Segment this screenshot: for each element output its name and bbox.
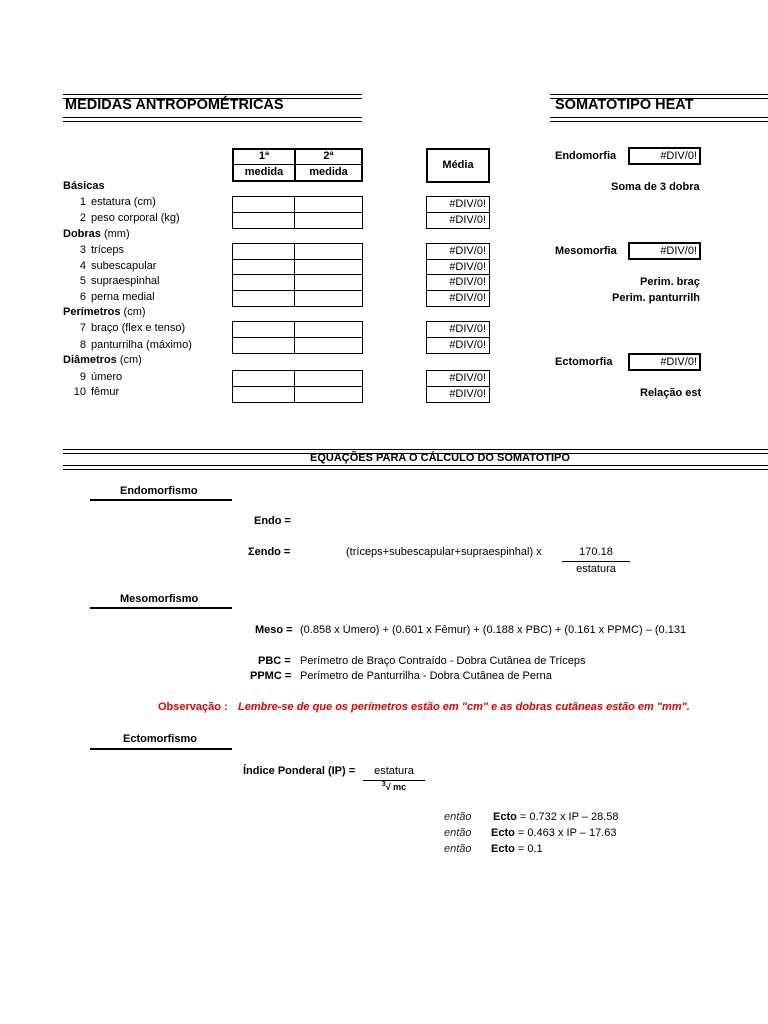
row-number: 5 [79, 275, 86, 287]
ectomorfismo-underline [90, 748, 232, 750]
row-label: supraespinhal [91, 275, 160, 287]
sum-endo-fraction-bar [562, 561, 630, 562]
pbc-description: Perímetro de Braço Contraído - Dobra Cutânea de Tríceps [300, 655, 586, 667]
row-label: estatura (cm) [91, 196, 156, 208]
media-value: #DIV/0! [449, 276, 486, 288]
ecto-formula [491, 843, 543, 855]
meso-expression: (0.858 x Úmero) + (0.601 x Fêmur) + (0.188 x PBC) + (0.161 x PPMC) – (0.131 [300, 624, 687, 636]
row-label: fêmur [91, 386, 120, 398]
ip-root-radicand: √ mc [385, 782, 407, 792]
input-2a-umero[interactable] [294, 370, 363, 387]
section-perimetros-label: Perímetros [63, 306, 121, 318]
row-label: tríceps [91, 244, 125, 256]
ppmc-description: Perímetro de Panturrilha - Dobra Cutânea de Perna [300, 670, 552, 682]
row-number: 1 [79, 196, 86, 208]
header-mid-rule [232, 164, 363, 165]
row-number: 3 [79, 244, 86, 256]
section-diametros-unit: (cm) [119, 354, 142, 366]
ectomorfismo-heading: Ectomorfismo [123, 733, 197, 745]
input-2a-supraespinhal[interactable] [294, 274, 363, 291]
ecto-formula [493, 811, 618, 823]
media-value: #DIV/0! [449, 388, 486, 400]
media-value: #DIV/0! [449, 339, 486, 351]
input-1a-supraespinhal[interactable] [232, 274, 296, 291]
endomorfia-label: Endomorfia [555, 150, 617, 162]
mesomorfismo-heading: Mesomorfismo [120, 593, 199, 605]
ecto-label: Ecto [491, 827, 515, 839]
section-perimetros-unit: (cm) [123, 306, 146, 318]
media-value: #DIV/0! [449, 292, 486, 304]
page-title-somatotipo: SOMATOTIPO HEAT [555, 97, 694, 113]
row-number: 2 [79, 212, 86, 224]
ip-numerator: estatura [374, 765, 414, 777]
col1-header-bottom: medida [244, 166, 284, 178]
media-header-label: Média [442, 159, 474, 171]
row-label: peso corporal (kg) [91, 212, 180, 224]
row-number: 8 [79, 339, 86, 351]
ectomorfia-value: #DIV/0! [660, 356, 697, 368]
section-perimetros [63, 306, 146, 318]
ecto-expression: = 0.463 x IP – 17.63 [517, 827, 617, 839]
media-value: #DIV/0! [449, 261, 486, 273]
entao-label: então [444, 843, 472, 855]
input-2a-femur[interactable] [294, 386, 363, 403]
meso-equation-label: Meso = [255, 624, 293, 636]
pbc-label: PBC = [258, 655, 291, 667]
section-dobras [63, 228, 130, 240]
mesomorfia-value: #DIV/0! [660, 245, 697, 257]
mesomorfia-label: Mesomorfia [555, 245, 617, 257]
input-1a-perna-medial[interactable] [232, 290, 296, 307]
endo-equation-label: Endo = [254, 515, 291, 527]
endomorfismo-underline [90, 499, 232, 501]
ip-denominator [363, 781, 425, 792]
row-number: 6 [79, 291, 86, 303]
endomorfia-value: #DIV/0! [660, 150, 697, 162]
section-dobras-label: Dobras [63, 228, 101, 240]
sum-endo-label: Σendo = [248, 546, 291, 558]
ecto-label: Ecto [493, 811, 517, 823]
media-value: #DIV/0! [449, 245, 486, 257]
section-diametros-label: Diâmetros [63, 354, 117, 366]
ecto-expression: = 0.732 x IP – 28.58 [519, 811, 619, 823]
equations-heading: EQUAÇÕES PARA O CÁLCULO DO SOMATOTIPO [310, 452, 570, 464]
mesomorfismo-underline [90, 607, 232, 609]
ectomorfia-label: Ectomorfia [555, 356, 613, 368]
col1-header-top: 1ª [258, 150, 270, 162]
input-2a-estatura[interactable] [294, 196, 363, 213]
ecto-label: Ecto [491, 843, 515, 855]
sum-endo-denominator: estatura [576, 563, 616, 575]
observation-text: Lembre-se de que os perímetros estão em "cm" e as dobras cutâneas estão em "mm". [238, 701, 690, 713]
equations-rule-bottom [63, 465, 768, 470]
row-number: 4 [79, 260, 86, 272]
ip-root-index: 3 [381, 781, 386, 788]
right-title-rule-bottom [550, 117, 768, 122]
col2-header-top: 2ª [323, 150, 334, 162]
media-value: #DIV/0! [449, 372, 486, 384]
input-2a-perna-medial[interactable] [294, 290, 363, 307]
sum-endo-numerator: 170.18 [579, 546, 613, 558]
media-value: #DIV/0! [449, 323, 486, 335]
relacao-label: Relação est [640, 387, 702, 399]
input-1a-panturrilha[interactable] [232, 337, 296, 354]
input-2a-triceps[interactable] [294, 243, 363, 260]
input-1a-umero[interactable] [232, 370, 296, 387]
soma-dobras-label: Soma de 3 dobra [611, 181, 700, 193]
col2-header-bottom: medida [309, 166, 348, 178]
media-value: #DIV/0! [449, 214, 486, 226]
input-1a-estatura[interactable] [232, 196, 296, 213]
indice-ponderal-label: Índice Ponderal (IP) = [243, 765, 356, 777]
observation-label: Observação : [158, 701, 228, 713]
endomorfismo-heading: Endomorfismo [120, 485, 198, 497]
sum-endo-expression: (tríceps+subescapular+supraespinhal) x [346, 546, 542, 558]
perim-braco-label: Perim. braç [640, 276, 700, 288]
row-number: 7 [79, 322, 86, 334]
input-2a-braco[interactable] [294, 321, 363, 338]
row-label: subescapular [91, 260, 157, 272]
page-title-medidas: MEDIDAS ANTROPOMÉTRICAS [65, 97, 284, 113]
entao-label: então [444, 827, 472, 839]
section-diametros [63, 354, 142, 366]
input-1a-femur[interactable] [232, 386, 296, 403]
row-number: 9 [79, 371, 86, 383]
ppmc-label: PPMC = [250, 670, 292, 682]
media-value: #DIV/0! [449, 198, 486, 210]
row-label: perna medial [91, 291, 155, 303]
input-1a-peso[interactable] [232, 212, 296, 229]
section-basicas: Básicas [63, 180, 105, 192]
input-1a-triceps[interactable] [232, 243, 296, 260]
section-dobras-unit: (mm) [103, 228, 130, 240]
input-1a-braco[interactable] [232, 321, 296, 338]
input-2a-panturrilha[interactable] [294, 337, 363, 354]
ecto-expression: = 0.1 [517, 843, 543, 855]
row-number: 10 [73, 386, 86, 398]
perim-panturrilha-label: Perim. panturrilh [612, 292, 701, 304]
row-label: panturrilha (máximo) [91, 339, 192, 351]
ecto-formula [491, 827, 616, 839]
input-2a-peso[interactable] [294, 212, 363, 229]
left-title-rule-bottom [63, 117, 362, 122]
entao-label: então [444, 811, 472, 823]
row-label: braço (flex e tenso) [91, 322, 186, 334]
row-label: úmero [91, 371, 123, 383]
